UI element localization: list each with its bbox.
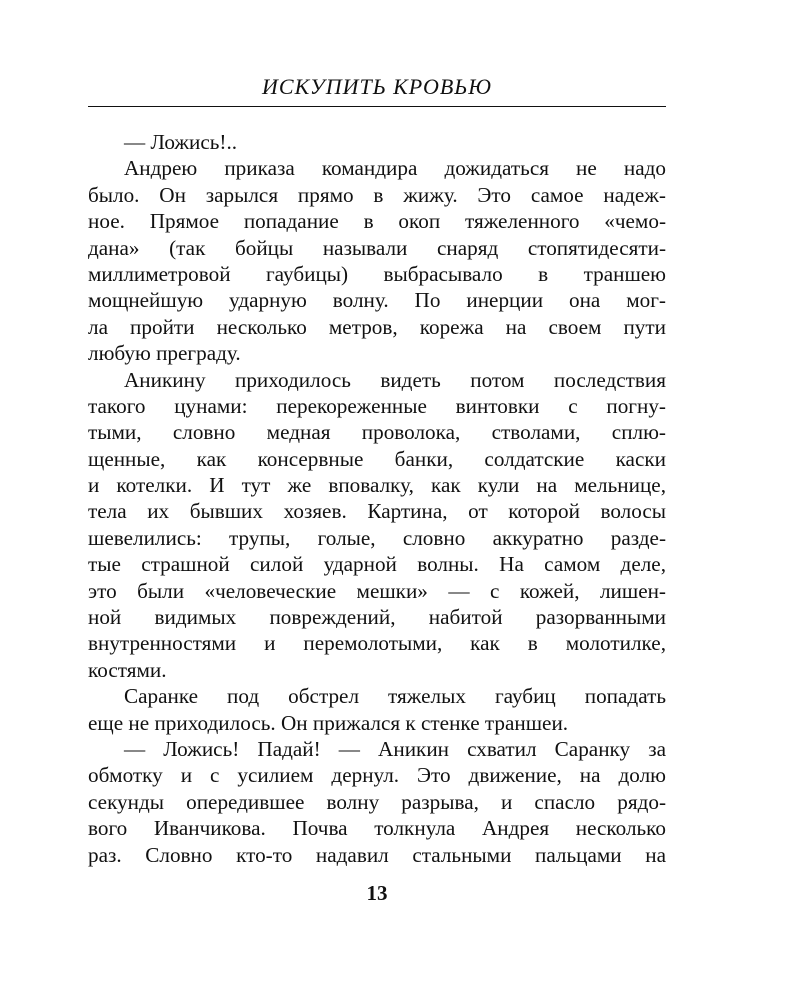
text-line: раз. Словно кто-то надавил стальными пальцами на <box>88 842 666 867</box>
text-line: еще не приходилось. Он прижался к стенке траншеи. <box>88 710 569 735</box>
text-line: тела их бывших хозяев. Картина, от которой волосы <box>88 499 666 524</box>
text-line: миллиметровой гаубицы) выбрасывало в траншею <box>88 261 666 286</box>
paragraph <box>88 155 666 366</box>
book-page <box>88 72 666 932</box>
text-line: обмотку и с усилием дернул. Это движение, на долю <box>88 763 666 788</box>
paragraph <box>88 683 666 736</box>
text-line: ной видимых повреждений, набитой разорванными <box>88 605 666 630</box>
text-line: тыми, словно медная проволока, стволами, сплю- <box>88 420 666 445</box>
text-line: ла пройти несколько метров, корежа на своем пути <box>88 314 666 339</box>
text-line: вого Иванчикова. Почва толкнула Андрея несколько <box>88 816 666 841</box>
paragraph <box>88 736 666 868</box>
text-line: мощнейшую ударную волну. По инерции она мог- <box>88 288 666 313</box>
text-line: внутренностями и перемолотыми, как в молотилке, <box>88 631 666 656</box>
text-line: костями. <box>88 657 167 682</box>
running-title: ИСКУПИТЬ КРОВЬЮ <box>262 74 492 99</box>
body-text <box>88 129 666 868</box>
text-line: Саранке под обстрел тяжелых гаубиц попадать <box>124 684 666 709</box>
text-line: — Ложись!.. <box>124 130 238 154</box>
text-line: секунды опередившее волну разрыва, и спасло рядо- <box>88 789 666 814</box>
text-line: это были «человеческие мешки» — с кожей, лишен- <box>88 578 666 603</box>
text-line: любую преграду. <box>88 341 241 366</box>
text-line: было. Он зарылся прямо в жижу. Это самое надеж- <box>88 182 666 207</box>
text-line: ное. Прямое попадание в окоп тяжеленного «чемо- <box>88 209 666 234</box>
text-line: и котелки. И тут же вповалку, как кули на мельнице, <box>88 473 666 498</box>
paragraph <box>88 367 666 684</box>
text-line: шевелились: трупы, голые, словно аккуратно разде- <box>88 525 666 550</box>
text-line: щенные, как консервные банки, солдатские каски <box>88 446 666 471</box>
text-line: такого цунами: перекореженные винтовки с погну- <box>88 393 666 418</box>
text-line: Аникину приходилось видеть потом последствия <box>124 367 666 392</box>
text-line: Андрею приказа командира дожидаться не надо <box>124 156 666 181</box>
text-line: дана» (так бойцы называли снаряд стопятидесяти- <box>88 235 666 260</box>
running-head <box>88 72 666 107</box>
text-line: тые страшной силой ударной волны. На самом деле, <box>88 552 666 577</box>
text-line: — Ложись! Падай! — Аникин схватил Саранку за <box>124 736 666 761</box>
paragraph <box>88 129 666 155</box>
page-number: 13 <box>366 881 388 905</box>
